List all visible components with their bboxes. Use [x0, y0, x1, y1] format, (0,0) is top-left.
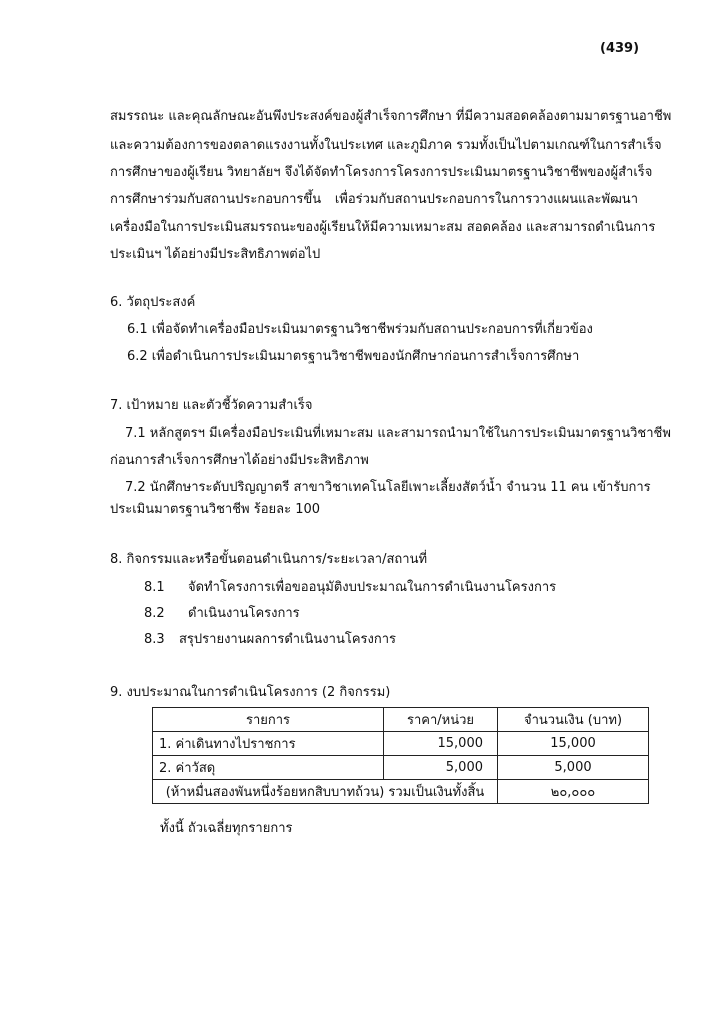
section-heading-targets: 7. เป้าหมาย และตัวชี้วัดความสำเร็จ — [110, 398, 313, 413]
header-unit-price: ราคา/หน่วย — [384, 708, 498, 732]
activity-num: 8.2 — [144, 606, 165, 621]
intro-line: สมรรถนะ และคุณลักษณะอันพึงประสงค์ของผู้สำเร็จการศึกษา ที่มีความสอดคล้องตามมาตรฐานอาชีพ — [110, 109, 672, 124]
objective-item: 6.2 เพื่อดำเนินการประเมินมาตรฐานวิชาชีพของนักศึกษาก่อนการสำเร็จการศึกษา — [127, 349, 580, 364]
cell-amount: 5,000 — [498, 756, 649, 780]
intro-line: ประเมินฯ ได้อย่างมีประสิทธิภาพต่อไป — [110, 247, 321, 262]
activity-text: สรุปรายงานผลการดำเนินงานโครงการ — [179, 632, 396, 647]
cell-unit-price: 15,000 — [384, 732, 498, 756]
target-item: 7.2 นักศึกษาระดับปริญญาตรี สาขาวิชาเทคโนโลยีเพาะเลี้ยงสัตว์น้ำ จำนวน 11 คน เข้ารับการ — [125, 480, 651, 495]
table-row — [153, 756, 649, 780]
table-total-row — [153, 780, 649, 804]
cell-amount: 15,000 — [498, 732, 649, 756]
activity-text: ดำเนินงานโครงการ — [188, 606, 300, 621]
table-row — [153, 732, 649, 756]
budget-table — [152, 707, 649, 804]
objective-item: 6.1 เพื่อจัดทำเครื่องมือประเมินมาตรฐานวิชาชีพร่วมกับสถานประกอบการที่เกี่ยวข้อง — [127, 322, 593, 337]
table-header-row — [153, 708, 649, 732]
intro-line: การศึกษาของผู้เรียน วิทยาลัยฯ จึงได้จัดทำโครงการโครงการประเมินมาตรฐานวิชาชีพของผู้สำเร็จ — [110, 165, 653, 180]
cell-unit-price: 5,000 — [384, 756, 498, 780]
activity-num: 8.1 — [144, 580, 165, 595]
target-item: 7.1 หลักสูตรฯ มีเครื่องมือประเมินที่เหมาะสม และสามารถนำมาใช้ในการประเมินมาตรฐานวิชาชีพ — [125, 426, 671, 441]
activity-text: จัดทำโครงการเพื่อขออนุมัติงบประมาณในการดำเนินงานโครงการ — [188, 580, 557, 595]
page-number: (439) — [600, 41, 640, 56]
section-heading-activities: 8. กิจกรรมและหรือขั้นตอนดำเนินการ/ระยะเวลา/สถานที่ — [110, 552, 428, 567]
target-item-cont: ประเมินมาตรฐานวิชาชีพ ร้อยละ 100 — [110, 502, 321, 517]
intro-line: และความต้องการของตลาดแรงงานทั้งในประเทศ และภูมิภาค รวมทั้งเป็นไปตามเกณฑ์ในการสำเร็จ — [110, 138, 662, 153]
budget-note: ทั้งนี้ ถัวเฉลี่ยทุกรายการ — [160, 821, 293, 836]
intro-line: เครื่องมือในการประเมินสมรรถนะของผู้เรียนให้มีความเหมาะสม สอดคล้อง และสามารถดำเนินการ — [110, 220, 656, 235]
target-item-cont: ก่อนการสำเร็จการศึกษาได้อย่างมีประสิทธิภาพ — [110, 453, 369, 468]
activity-num: 8.3 — [144, 632, 165, 647]
cell-item: 2. ค่าวัสดุ — [153, 756, 384, 780]
section-heading-budget: 9. งบประมาณในการดำเนินโครงการ (2 กิจกรรม) — [110, 685, 391, 700]
total-label: (ห้าหมื่นสองพันหนึ่งร้อยหกสิบบาทถ้วน) รวมเป็นเงินทั้งสิ้น — [153, 780, 498, 804]
header-item: รายการ — [153, 708, 384, 732]
header-amount: จำนวนเงิน (บาท) — [498, 708, 649, 732]
intro-line: การศึกษาร่วมกับสถานประกอบการขึ้น เพื่อร่วมกับสถานประกอบการในการวางแผนและพัฒนา — [110, 192, 638, 207]
total-value: ๒๐,๐๐๐ — [498, 780, 649, 804]
section-heading-objectives: 6. วัตถุประสงค์ — [110, 295, 196, 310]
cell-item: 1. ค่าเดินทางไปราชการ — [153, 732, 384, 756]
